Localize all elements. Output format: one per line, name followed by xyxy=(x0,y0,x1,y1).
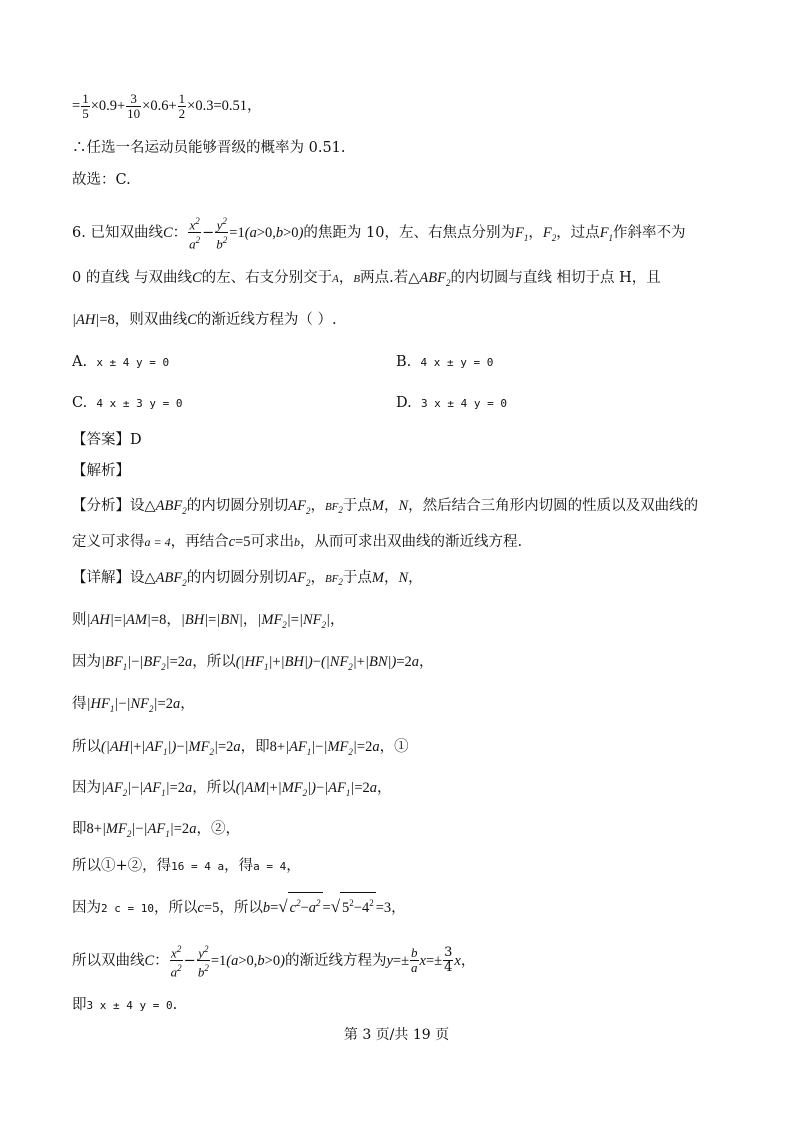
answer-label: 【答案】D xyxy=(72,432,142,448)
step-equation-2: 即$8+|MF_2|-|AF_1|=2a$，②， xyxy=(72,821,240,839)
step-solve-b: 因为2 c = 10，所以c=5，所以b=√ $c^2-a^2$ =√ $5^2-4^2 =3$， xyxy=(72,892,406,919)
question-6-line3: |AH|=8，则双曲线C的渐近线方程为（ ）. xyxy=(72,312,337,328)
xiangjie-line1: 【详解】设$\triangle ABF_2$的内切圆分别切$AF_2$，$BF_2$于点M，N， xyxy=(72,570,423,588)
question-6-line1: 6. 已知双曲线C： $\frac{x^2}{a^2}$ − $\frac{y^2}{b^2}$ =1(a>0,b>0)的焦距为 10，左、右焦点分别为$F_1$，$F_2$，过点$F_1$作斜率不为 xyxy=(72,216,686,252)
option-d: D. 3 x ± 4 y = 0 xyxy=(396,395,508,411)
analysis-label: 【解析】 xyxy=(72,463,130,479)
option-c: C. 4 x ± 3 y = 0 xyxy=(72,395,183,411)
probability-formula: = $\frac{1}{5}$ ×0.9+ $\frac{3}{10}$ ×0.6+ $\frac{1}{2}$ ×0.3=0.51， xyxy=(72,91,262,121)
page-footer: 第 3 页/共 19 页 xyxy=(343,1027,450,1043)
step-bf-difference: 因为$|BF_1|-|BF_2|=2a$，所以$(|HF_1|+|BH|)-(|NF_2|+|BN|)=2a$， xyxy=(72,654,434,672)
step-equation-1: 所以$(|AH|+|AF_1|)-|MF_2|=2a$，即$8+|AF_1|-|MF_2|=2a$，① xyxy=(72,739,409,757)
step-tangent-lengths: 则|AH|=|AM|=8，|BH|=|BN|，$|MF_2|=|NF_2|$， xyxy=(72,612,345,630)
step-hf-difference: 得$|HF_1|-|NF_2|=2a$， xyxy=(72,696,195,714)
step-solve-a: 所以①+②，得16 = 4 a，得a = 4， xyxy=(72,858,301,874)
option-a: A. x ± 4 y = 0 xyxy=(72,354,170,370)
option-b: B. 4 x ± y = 0 xyxy=(396,354,494,370)
fenxi-line1: 【分析】设$\triangle ABF_2$的内切圆分别切$AF_2$，$BF_2$于点M，N，然后结合三角形内切圆的性质以及双曲线的 xyxy=(72,498,699,516)
conclusion-text: ∴任选一名运动员能够晋级的概率为 0.51. xyxy=(72,140,346,156)
step-asymptote: 所以双曲线C： $\frac{x^2}{a^2}$ − $\frac{y^2}{b^2}$ =1(a>0,b>0)的渐近线方程为y=± $\frac{b}{a}$ x=± $\frac{3}{4}$ x， xyxy=(72,944,476,980)
final-answer-line: 即3 x ± 4 y = 0. xyxy=(72,997,178,1013)
question-6-line2: 0 的直线 与双曲线C的左、右支分别交于A，B两点.若$\triangle ABF_2$的内切圆与直线 相切于点 H，且 xyxy=(72,270,661,288)
step-af-difference: 因为$|AF_2|-|AF_1|=2a$，所以$(|AM|+|MF_2|)-|AF_1|=2a$， xyxy=(72,780,392,798)
fenxi-line2: 定义可求得a = 4，再结合c=5可求出b，从而可求出双曲线的渐近线方程. xyxy=(72,534,523,550)
choice-text: 故选：C. xyxy=(72,172,131,188)
